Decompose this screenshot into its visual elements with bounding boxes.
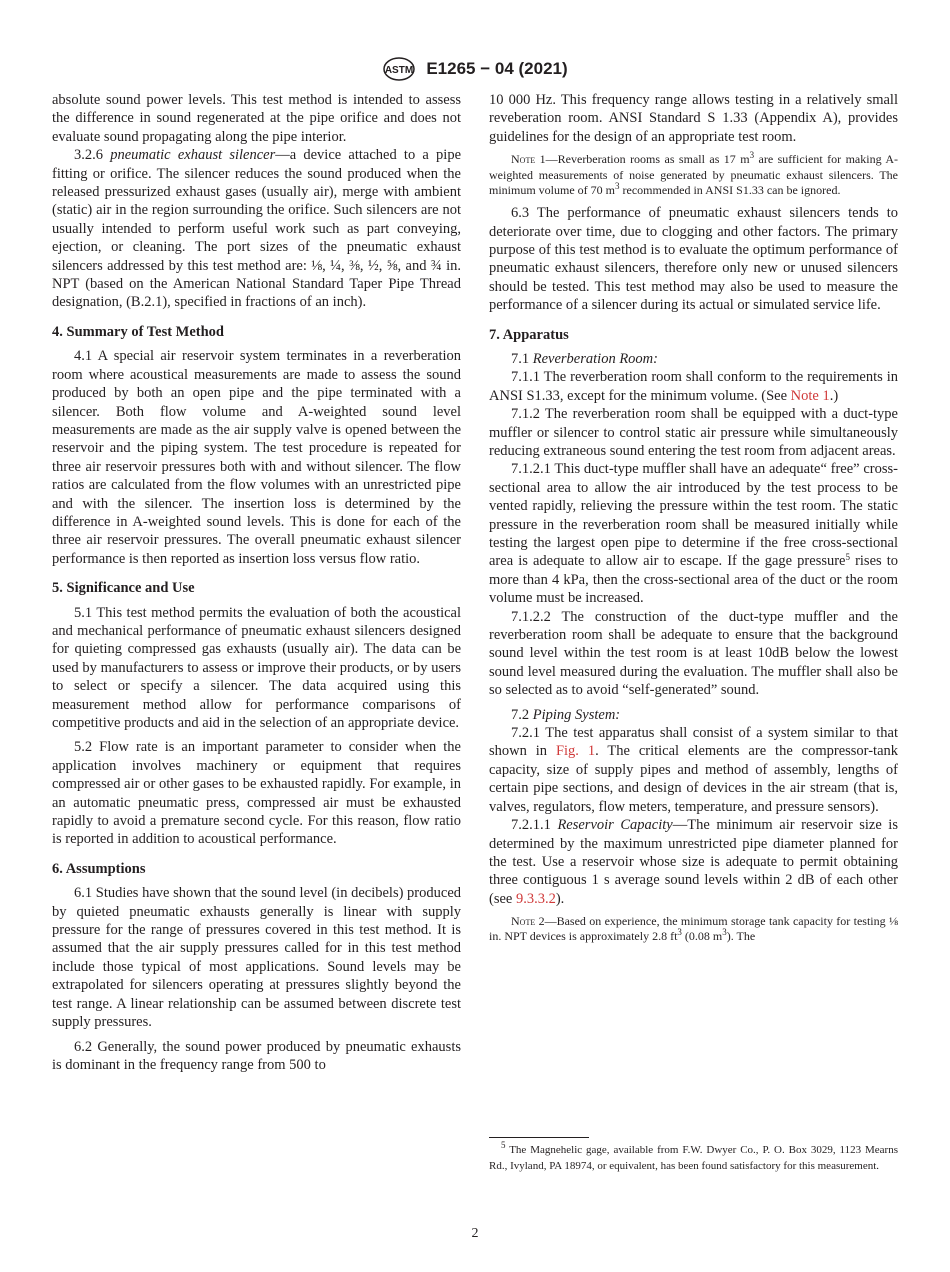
text-run: are sufficient for making A-weighted measurements of noise generated by pneumatic exhaust silencers. The minimum volume of 70 m bbox=[489, 152, 898, 197]
superscript: 5 bbox=[845, 552, 850, 563]
footnote-divider bbox=[489, 1137, 589, 1138]
note-paragraph bbox=[489, 152, 898, 198]
footnote-5 bbox=[489, 1140, 898, 1174]
text-run: recommended in ANSI S1.33 can be ignored. bbox=[619, 182, 841, 197]
page-number: 2 bbox=[471, 1226, 479, 1241]
superscript: 3 bbox=[677, 927, 682, 938]
body-paragraph bbox=[52, 604, 461, 733]
body-paragraph bbox=[52, 884, 461, 1031]
text-run: 10 000 Hz. This frequency range allows testing in a relatively small reveberation room. ANSI Standard S 1.33 (Appendix A), provides guidelines for the design of an appropriate test room. bbox=[489, 92, 898, 145]
body-paragraph bbox=[489, 204, 898, 314]
body-paragraph bbox=[489, 460, 898, 607]
text-run: absolute sound power levels. This test method is intended to assess the difference in sound regenerated at the pipe orifice and does not evaluate sound propagating along the pipe interior. bbox=[52, 92, 461, 145]
text-run: Piping System: bbox=[532, 706, 621, 723]
text-run: 6.3 The performance of pneumatic exhaust silencers tends to deteriorate over time, due to clogging and other factors. The primary purpose of this test method is to evaluate the optimum performance of pneumatic exhaust silencers, therefore only new or unused silencers should be tested. This test method may also be used to measure the performance of a silencer during its actual or simulated service life. bbox=[489, 205, 898, 314]
body-paragraph bbox=[489, 368, 898, 405]
text-run: 6.2 Generally, the sound power produced by pneumatic exhausts is dominant in the frequency range from 500 to bbox=[52, 1038, 461, 1073]
superscript: 3 bbox=[722, 927, 727, 938]
body-paragraph bbox=[489, 706, 898, 724]
body-paragraph bbox=[489, 405, 898, 460]
note-paragraph bbox=[489, 914, 898, 945]
body-paragraph bbox=[52, 1038, 461, 1075]
text-run: 5.2 Flow rate is an important parameter to consider when the application involves machinery or equipment that requires compressed air or other gases to be exhausted rapidly. For example, in an automatic pneumatic press, compressed air must be exhausted rapidly to avoid a premature second cycle. For this reason, flow ratio is reported in addition to acoustical performance. bbox=[52, 739, 461, 848]
section-heading: 6. Assumptions bbox=[52, 860, 146, 877]
text-run: .) bbox=[829, 387, 839, 404]
svg-text:ASTM: ASTM bbox=[385, 65, 414, 76]
body-paragraph bbox=[489, 91, 898, 146]
footnote-mark: 5 bbox=[501, 1140, 506, 1150]
text-run: Note bbox=[511, 152, 536, 167]
body-paragraph bbox=[52, 146, 461, 312]
astm-logo-icon bbox=[382, 56, 416, 82]
body-paragraph bbox=[489, 724, 898, 816]
section-heading: 5. Significance and Use bbox=[52, 580, 195, 597]
body-paragraph bbox=[52, 347, 461, 568]
section-heading: 7. Apparatus bbox=[489, 326, 569, 343]
text-run: 7.1.1 The reverberation room shall conform to the requirements in ANSI S1.33, except for the minimum volume. (See bbox=[489, 369, 898, 404]
text-run: rises to more than 4 kPa, then the cross-sectional area of the duct or the room volume must be increased. bbox=[489, 553, 898, 607]
cross-reference-link[interactable]: Note 1 bbox=[790, 387, 830, 404]
text-run: —a device attached to a pipe fitting or orifice. The silencer reduces the sound produced when the released pressurized exhaust gases (usually air), merge with ambient (static) air in the region surrounding the orifice. Such silencers are not usually intended to perform useful work such as part conveying, ejection, or cleaning. The port sizes of the pneumatic exhaust silencers addressed by this test method are: ⅛, ¼, ⅜, ½, ⅝, and ¾ in. NPT (based on the American National Standard Taper Pipe Thread designation, (B.2.1), specified in fractions of an inch). bbox=[52, 147, 462, 311]
text-run: 6.1 Studies have shown that the sound level (in decibels) produced by quieted pneumatic exhausts generally is linear with supply pressure for the range of pressures covered in this test method. It is assumed that the air supply pressures called for in this test method include those typical of most applications. Sound levels may be extrapolated for silencers operating at pressures slightly beyond the test range. A linear relationship can be assumed between discrete test supply pressures. bbox=[52, 885, 461, 1031]
text-run: 7.2 bbox=[511, 706, 533, 723]
page-header bbox=[0, 56, 950, 82]
text-run: Note bbox=[511, 914, 536, 929]
text-run: 7.1.2 The reverberation room shall be equipped with a duct-type muffler or silencer to control static air pressure while simultaneously reducing extraneous sound entering the test room from adjacent areas. bbox=[489, 406, 898, 459]
text-run: ). bbox=[555, 890, 565, 907]
footnote-text: The Magnehelic gage, available from F.W. Dwyer Co., P. O. Box 3029, 1123 Mearns Rd., Ivyland, PA 18974, or equivalent, has been found satisfactory for this measurement. bbox=[489, 1144, 898, 1172]
left-column bbox=[52, 91, 461, 1074]
body-paragraph bbox=[52, 91, 461, 146]
text-run: pneumatic exhaust silencer bbox=[110, 147, 276, 164]
text-run: —The minimum air reservoir size is determined by the maximum unrestricted pipe diameter planned for the test. Use a reservoir whose size is adequate to permit obtaining three contiguous 1 s average sound levels within 2 dB of each other (see bbox=[489, 817, 898, 907]
body-paragraph bbox=[52, 738, 461, 848]
text-run: 7.1 bbox=[511, 350, 533, 367]
text-run: 5.1 This test method permits the evaluation of both the acoustical and mechanical performance of pneumatic exhaust silencers designed for quieting compressed gas exhausts (usually air). The data can be used by manufacturers to assess or improve their products, or by users to select or specify a silencer. The data acquired using this measurement method allow for performance comparisons of competitive products and aid in the selection of an appropriate device. bbox=[52, 604, 461, 731]
right-column bbox=[489, 91, 898, 951]
superscript: 3 bbox=[749, 150, 755, 161]
text-run: 7.1.2.1 This duct-type muffler shall have an adequate“ free” cross-sectional area to allow the air introduced by the test process to be vented rapidly, relieving the pressure within the test room. The static pressure in the reverberation room shall be measured initially while testing the largest open pipe to determine if the free cross-sectional area is adequate to allow air to escape. If the gage pressure bbox=[489, 461, 898, 570]
body-paragraph bbox=[489, 608, 898, 700]
text-run: ). The bbox=[726, 929, 756, 944]
text-run: 1—Reverberation rooms as small as 17 m bbox=[535, 152, 750, 167]
text-run: 7.2.1.1 bbox=[511, 817, 558, 834]
text-run: 7.2.1 The test apparatus shall consist of a system similar to that shown in bbox=[489, 725, 898, 760]
text-run: Reverberation Room: bbox=[532, 350, 658, 367]
text-run: 2—Based on experience, the minimum storage tank capacity for testing ⅛ in. NPT devices is approximately 2.8 ft bbox=[489, 914, 898, 944]
superscript: 3 bbox=[615, 180, 620, 191]
text-run: (0.08 m bbox=[681, 929, 723, 944]
body-paragraph bbox=[489, 350, 898, 368]
cross-reference-link[interactable]: 9.3.3.2 bbox=[515, 890, 556, 907]
text-run: . The critical elements are the compressor-tank capacity, size of supply pipes and method of assembly, lengths of certain pipe sections, and design of devices in the air stream (that is, valves, regulators, flow meters, temperature, and pressure sensors). bbox=[489, 743, 899, 815]
text-run: 7.1.2.2 The construction of the duct-type muffler and the reverberation room shall be adequate to ensure that the background sound level within the test room is at least 10dB below the lowest sound level measured during the evaluation. The muffler shall also be so selected as to avoid “self-generated” sound. bbox=[489, 608, 898, 699]
document-id: E1265 − 04 (2021) bbox=[426, 59, 568, 78]
section-heading: 4. Summary of Test Method bbox=[52, 323, 224, 340]
text-run: 3.2.6 bbox=[74, 147, 111, 164]
text-run: Reservoir Capacity bbox=[557, 817, 673, 834]
text-run: 4.1 A special air reservoir system terminates in a reverberation room where acoustical measurements are made to assess the sound produced by both an open pipe and the pipe terminated with a silencer. Both flow volume and A-weighted sound level measurements are made as the air supply valve is opened between the reservoir and the piping system. The test procedure is repeated for three air reservoir pressures both with and without silencer. The flow ratios are calculated from the flow volumes with an unrestricted pipe and with the silencer. The insertion loss is determined by the difference in A-weighted sound levels. This is done for each of the three air reservoir pressures. The overall pneumatic exhaust silencer performance is then reported as insertion loss versus flow ratio. bbox=[52, 348, 461, 567]
cross-reference-link[interactable]: Fig. 1 bbox=[555, 743, 596, 760]
body-paragraph bbox=[489, 816, 898, 908]
